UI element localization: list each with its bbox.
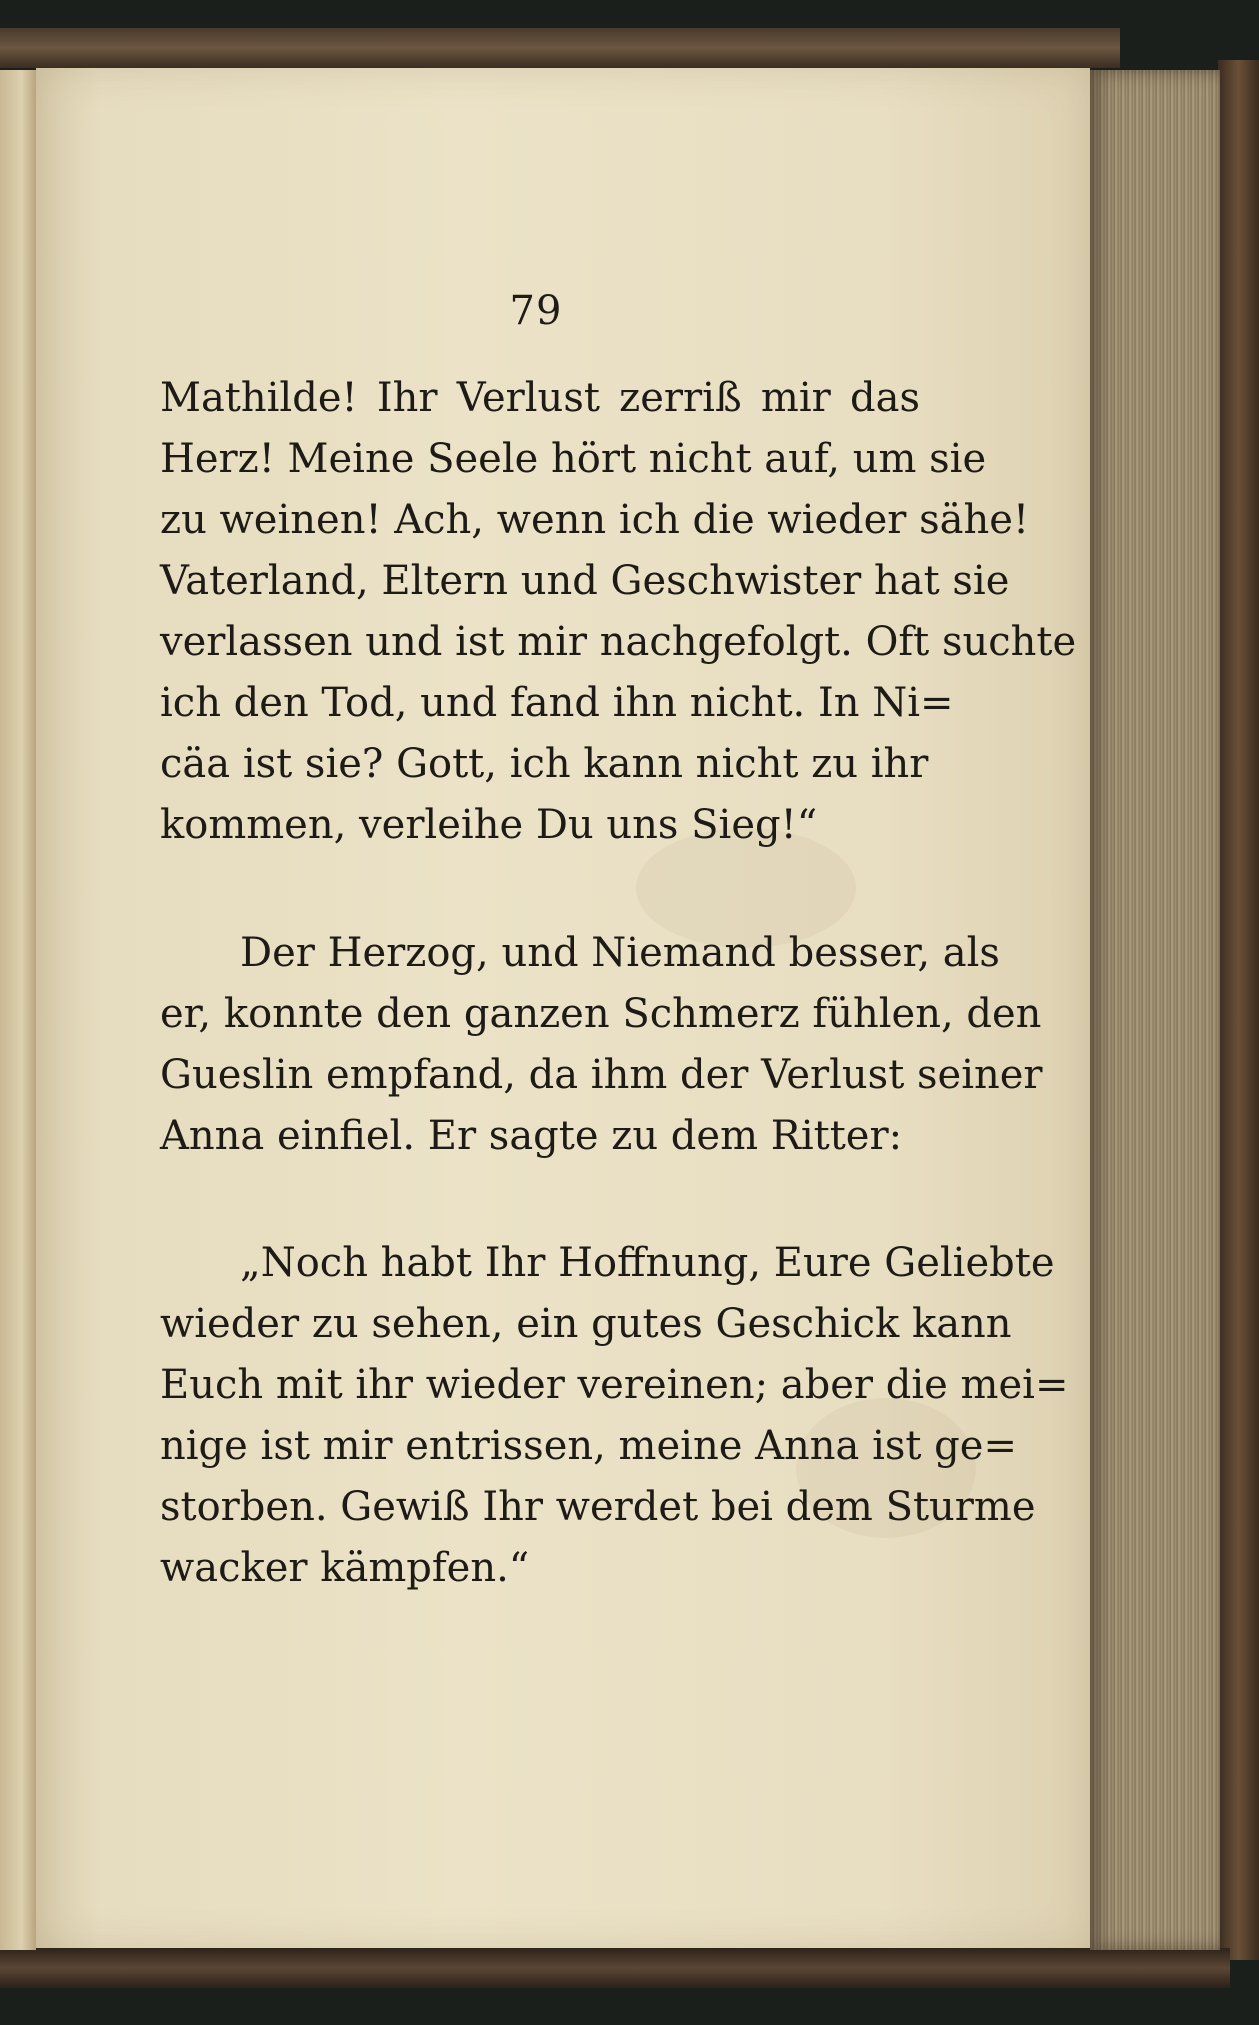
book-page: [36, 68, 1090, 1948]
text-line: wieder zu sehen, ein gutes Geschick kann: [160, 1301, 1012, 1347]
previous-page-edge: [0, 70, 36, 1950]
text-line: storben. Gewiß Ihr werdet bei dem Sturme: [160, 1484, 1036, 1530]
page-number: 79: [509, 288, 563, 334]
paragraph-3: [160, 1233, 1069, 1599]
text-line: ich den Tod, und fand ihn nicht. In Ni=: [160, 680, 954, 726]
book-cover-bottom: [0, 1948, 1230, 1988]
text-line: Vaterland, Eltern und Geschwister hat sie: [160, 558, 1010, 604]
paragraph-2: [160, 923, 1043, 1167]
book-cover-top: [0, 28, 1120, 68]
text-line: verlassen und ist mir nachgefolgt. Oft suchte: [160, 619, 1077, 665]
text-line: zu weinen! Ach, wenn ich die wieder sähe!: [160, 497, 1030, 543]
text-line: er, konnte den ganzen Schmerz fühlen, den: [160, 991, 1042, 1037]
text-line: Herz! Meine Seele hört nicht auf, um sie: [160, 436, 987, 482]
text-line: Der Herzog, und Niemand besser, als: [240, 930, 1000, 976]
text-line: Euch mit ihr wieder vereinen; aber die mei=: [160, 1362, 1069, 1408]
book-cover-right: [1218, 60, 1259, 1960]
paragraph-1: [160, 368, 1077, 856]
page-block-edge: [1090, 70, 1220, 1950]
text-line: Anna einfiel. Er sagte zu dem Ritter:: [160, 1113, 903, 1159]
text-line: Gueslin empfand, da ihm der Verlust seiner: [160, 1052, 1043, 1098]
text-line: nige ist mir entrissen, meine Anna ist ge=: [160, 1423, 1017, 1469]
text-line: Mathilde! Ihr Verlust zerriß mir das: [160, 375, 920, 421]
text-line: „Noch habt Ihr Hoffnung, Eure Geliebte: [240, 1240, 1055, 1286]
text-line: kommen, verleihe Du uns Sieg!“: [160, 802, 818, 848]
text-line: wacker kämpfen.“: [160, 1545, 530, 1591]
text-line: cäa ist sie? Gott, ich kann nicht zu ihr: [160, 741, 929, 787]
